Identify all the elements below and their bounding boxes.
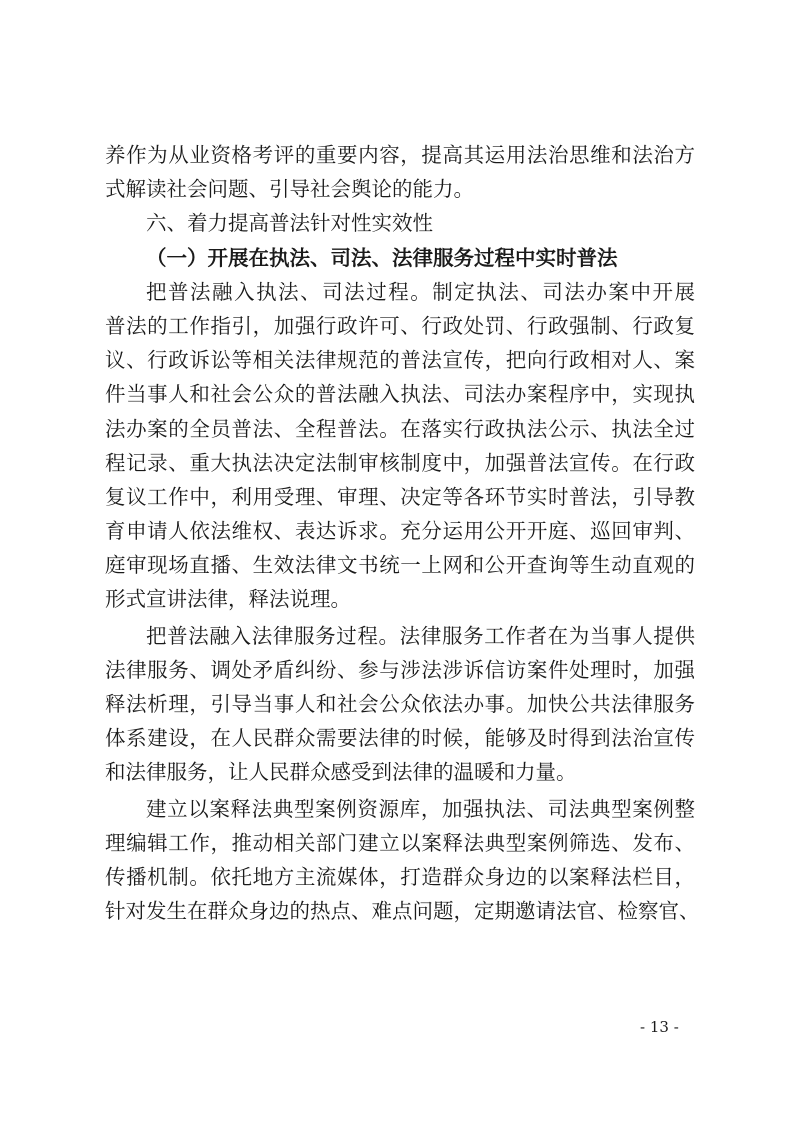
paragraph-line: 议、行政诉讼等相关法律规范的普法宣传，把向行政相对人、案 <box>105 348 695 373</box>
paragraph-line: 把普法融入执法、司法过程。制定执法、司法办案中开展 <box>146 279 695 304</box>
paragraph-line: 程记录、重大执法决定法制审核制度中，加强普法宣传。在行政 <box>105 450 695 475</box>
paragraph-line: 普法的工作指引，加强行政许可、行政处罚、行政强制、行政复 <box>105 313 695 338</box>
paragraph-line: 法律服务、调处矛盾纠纷、参与涉法涉诉信访案件处理时，加强 <box>105 657 695 682</box>
paragraph-line: 体系建设，在人民群众需要法律的时候，能够及时得到法治宣传 <box>105 726 695 751</box>
document-body <box>105 138 700 928</box>
paragraph-line: 建立以案释法典型案例资源库，加强执法、司法典型案例整 <box>146 796 695 821</box>
paragraph-line: 针对发生在群众身边的热点、难点问题，定期邀请法官、检察官、 <box>105 899 700 924</box>
paragraph-line: 形式宣讲法律，释法说理。 <box>105 587 351 612</box>
paragraph-line: 育申请人依法维权、表达诉求。充分运用公开开庭、巡回审判、 <box>105 519 695 544</box>
body-line: 养作为从业资格考评的重要内容，提高其运用法治思维和法治方 <box>105 143 695 167</box>
subsection-heading: （一）开展在执法、司法、法律服务过程中实时普法 <box>146 245 618 270</box>
paragraph-line: 和法律服务，让人民群众感受到法律的温暖和力量。 <box>105 760 577 785</box>
paragraph-line: 法办案的全员普法、全程普法。在落实行政执法公示、执法全过 <box>105 416 695 441</box>
paragraph-line: 庭审现场直播、生效法律文书统一上网和公开查询等生动直观的 <box>105 553 695 578</box>
page-number: - 13 - <box>640 1018 679 1036</box>
paragraph-line: 复议工作中，利用受理、审理、决定等各环节实时普法，引导教 <box>105 484 695 509</box>
paragraph-line: 件当事人和社会公众的普法融入执法、司法办案程序中，实现执 <box>105 382 695 407</box>
paragraph-line: 释法析理，引导当事人和社会公众依法办事。加快公共法律服务 <box>105 692 695 716</box>
paragraph-line: 传播机制。依托地方主流媒体，打造群众身边的以案释法栏目， <box>105 864 695 889</box>
section-heading: 六、着力提高普法针对性实效性 <box>146 211 433 236</box>
paragraph-line: 理编辑工作，推动相关部门建立以案释法典型案例筛选、发布、 <box>105 830 695 855</box>
body-line: 式解读社会问题、引导社会舆论的能力。 <box>105 177 474 202</box>
paragraph-line: 把普法融入法律服务过程。法律服务工作者在为当事人提供 <box>146 623 695 648</box>
